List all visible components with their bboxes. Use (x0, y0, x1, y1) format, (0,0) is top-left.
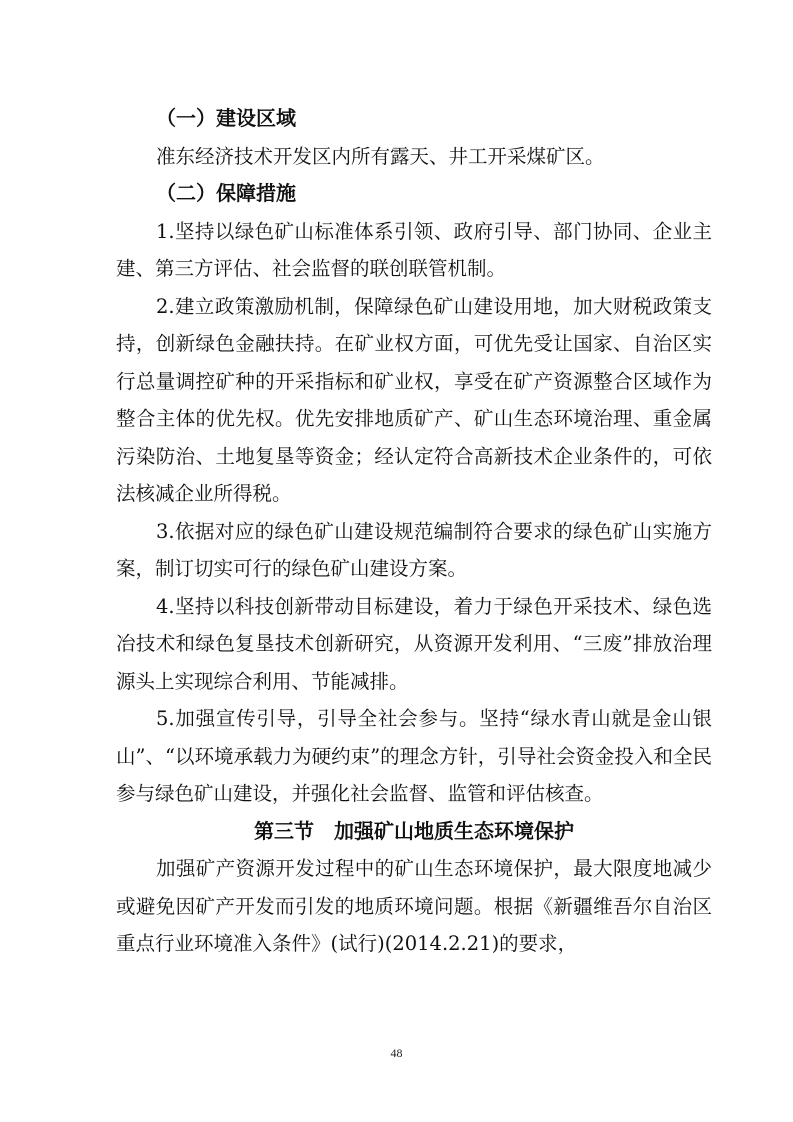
paragraph-measure-4: 4.坚持以科技创新带动目标建设，着力于绿色开采技术、绿色选冶技术和绿色复垦技术创新研究，从资源开发利用、“三废”排放治理源头上实现综合利用、节能减排。 (116, 594, 712, 693)
document-body (116, 100, 712, 963)
paragraph-measure-5: 5.加强宣传引导，引导全社会参与。坚持“绿水青山就是金山银山”、“以环境承载力为硬约束”的理念方针，引导社会资金投入和全民参与绿色矿山建设，并强化社会监督、监管和评估核查。 (116, 707, 712, 805)
paragraph-section-intro: 加强矿产资源开发过程中的矿山生态环境保护，最大限度地减少或避免因矿产开发而引发的地质环境问题。根据《新疆维吾尔自治区重点行业环境准入条件》(试行)(2014.2.21)的要求， (116, 857, 712, 955)
heading-construction-area: （一）建设区域 (156, 106, 296, 130)
heading-safeguard-measures: （二）保障措施 (156, 181, 296, 205)
paragraph-measure-1: 1.坚持以绿色矿山标准体系引领、政府引导、部门协同、企业主建、第三方评估、社会监督的联创联管机制。 (116, 219, 712, 280)
paragraph-measure-3: 3.依据对应的绿色矿山建设规范编制符合要求的绿色矿山实施方案，制订切实可行的绿色矿山建设方案。 (116, 519, 712, 580)
paragraph-measure-2: 2.建立政策激励机制，保障绿色矿山建设用地，加大财税政策支持，创新绿色金融扶持。在矿业权方面，可优先受让国家、自治区实行总量调控矿种的开采指标和矿业权，享受在矿产资源整合区域作为整合主体的优先权。优先安排地质矿产、矿山生态环境治理、重金属污染防治、土地复垦等资金；经认定符合高新技术企业条件的，可依法核减企业所得税。 (116, 294, 712, 505)
section-title: 第三节 加强矿山地质生态环境保护 (254, 818, 574, 843)
page-number: 48 (390, 1046, 403, 1060)
paragraph-area-scope: 准东经济技术开发区内所有露天、井工开采煤矿区。 (156, 144, 605, 168)
